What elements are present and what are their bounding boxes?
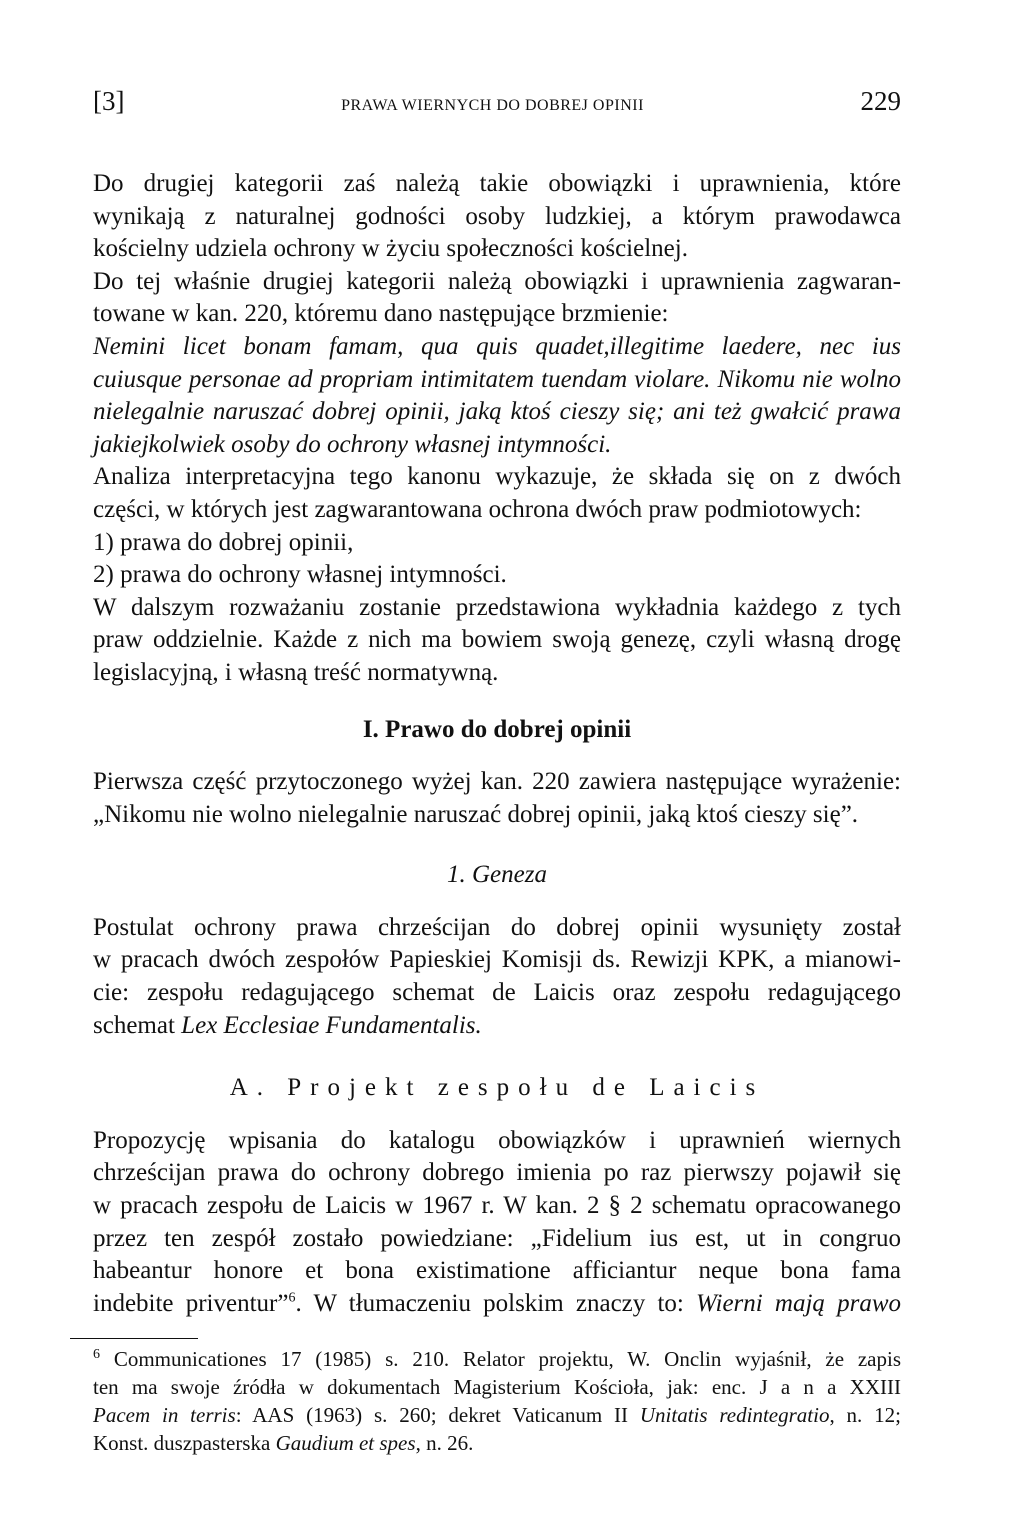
section-heading: I. Prawo do dobrej opinii	[362, 715, 632, 743]
footnote-mark: 6	[93, 1347, 100, 1363]
text-span: , n. 12;	[829, 1403, 901, 1428]
text-line	[93, 1010, 901, 1043]
section-marker: [3]	[93, 86, 125, 116]
footnote-line: ten ma swoje źródła w dokumentach Magisterium Kościoła, jak: enc. J a n a XXIII	[93, 1375, 901, 1400]
body-text	[93, 168, 901, 1457]
text-span: : AAS (1963) s. 260; dekret Vaticanum II	[235, 1403, 629, 1428]
quote-line: nielegalnie naruszać dobrej opinii, jaką ktoś cieszy się; ani też gwałcić prawa	[93, 398, 901, 426]
paragraph-4	[93, 592, 901, 690]
page	[93, 86, 901, 1457]
quote-line: Nemini licet bonam famam, qua quis quadet,illegitime laedere, nec ius	[93, 332, 901, 360]
text-line: W dalszym rozważaniu zostanie przedstawiona wykładnia każdego z tych	[93, 593, 901, 621]
footnote-rule	[70, 1338, 198, 1339]
document-title: Lex Ecclesiae Fundamentalis.	[181, 1011, 482, 1039]
italic-span: Unitatis redintegratio	[639, 1403, 830, 1428]
paragraph-3	[93, 461, 901, 526]
quote-latin-end: cuiusque personae ad propriam intimitatem tuendam violare.	[93, 365, 711, 393]
footnote-line	[93, 1345, 901, 1373]
text-line	[93, 1288, 901, 1321]
footnote	[93, 1345, 901, 1457]
quote-line: jakiejkolwiek osoby do ochrony własnej intymności.	[93, 430, 612, 458]
text-line: w pracach zespołu de Laicis w 1967 r. W kan. 2 § 2 schematu opracowanego	[93, 1192, 901, 1220]
paragraph-1	[93, 168, 901, 266]
text-line: „Nikomu nie wolno nielegalnie naruszać dobrej opinii, jaką ktoś cieszy się”.	[93, 800, 859, 828]
quote-line	[93, 364, 901, 397]
subsection-heading: 1. Geneza	[447, 861, 547, 889]
rights-list	[93, 527, 901, 592]
italic-span: Wierni mają prawo	[696, 1289, 901, 1317]
quote-polish-start: Nikomu nie wolno	[717, 365, 901, 393]
text-span: . W tłumaczeniu polskim znaczy to:	[295, 1289, 684, 1317]
running-header	[93, 86, 901, 126]
text-line: Do drugiej kategorii zaś należą takie obowiązki i uprawnienia, które	[93, 170, 901, 197]
text-span: schemat	[93, 1011, 175, 1039]
text-line: Pierwsza część przytoczonego wyżej kan. 220 zawiera następujące wyrażenie:	[93, 768, 901, 796]
sub-subsection-heading: A. Projekt zespołu de Laicis	[229, 1074, 765, 1102]
text-span: , n. 26.	[415, 1431, 474, 1456]
running-title: PRAWA WIERNYCH DO DOBREJ OPINII	[341, 97, 644, 114]
text-line: praw oddzielnie. Każde z nich ma bowiem swoją genezę, czyli własną drogę	[93, 626, 901, 654]
text-line: Analiza interpretacyjna tego kanonu wykazuje, że składa się on z dwóch	[93, 463, 901, 491]
text-span: Communicationes 17 (1985) s. 210. Relator projektu, W. Onclin wyjaśnił, że zapis	[113, 1347, 902, 1372]
page-number: 229	[860, 86, 901, 116]
text-line: części, w których jest zagwarantowana ochrona dwóch praw podmiotowych:	[93, 495, 862, 523]
text-line: przez ten zespół zostało powiedziane: „Fidelium ius est, ut in congruo	[93, 1224, 901, 1252]
text-line: habeantur honore et bona existimatione afficiantur neque bona fama	[93, 1257, 901, 1285]
paragraph-2	[93, 266, 901, 331]
list-item: 2) prawa do ochrony własnej intymności.	[93, 561, 507, 589]
text-line: Do tej właśnie drugiej kategorii należą obowiązki i uprawnienia zagwaran-	[93, 267, 901, 295]
text-line: Postulat ochrony prawa chrześcijan do dobrej opinii wysunięty został	[93, 913, 901, 941]
italic-span: Pacem in terris	[93, 1403, 236, 1428]
text-line: w pracach dwóch zespołów Papieskiej Komisji ds. Rewizji KPK, a mianowi-	[93, 946, 901, 974]
paragraph-6	[93, 912, 901, 1042]
footnote-ref: 6	[288, 1290, 296, 1306]
text-span: Konst. duszpasterska	[93, 1431, 271, 1456]
list-item: 1) prawa do dobrej opinii,	[93, 528, 354, 556]
text-line: cie: zespołu redagującego schemat de Laicis oraz zespołu redagującego	[93, 979, 901, 1007]
text-line: Propozycję wpisania do katalogu obowiązków i uprawnień wiernych	[93, 1126, 901, 1154]
footnote-line	[93, 1429, 901, 1457]
italic-span: Gaudium et spes	[275, 1431, 416, 1456]
text-line: legislacyjną, i własną treść normatywną.	[93, 658, 499, 686]
text-line: chrześcijan prawa do ochrony dobrego imienia po raz pierwszy pojawił się	[93, 1159, 901, 1187]
paragraph-7	[93, 1125, 901, 1321]
text-line: wynikają z naturalnej godności osoby ludzkiej, a którym prawodawca	[93, 202, 901, 230]
paragraph-5	[93, 766, 901, 831]
footnote-line	[93, 1401, 901, 1429]
text-span: indebite priventur”	[93, 1289, 289, 1317]
text-line: towane w kan. 220, któremu dano następujące brzmienie:	[93, 300, 669, 328]
canon-quote	[93, 331, 901, 461]
text-line: kościelny udziela ochrony w życiu społeczności kościelnej.	[93, 235, 688, 263]
